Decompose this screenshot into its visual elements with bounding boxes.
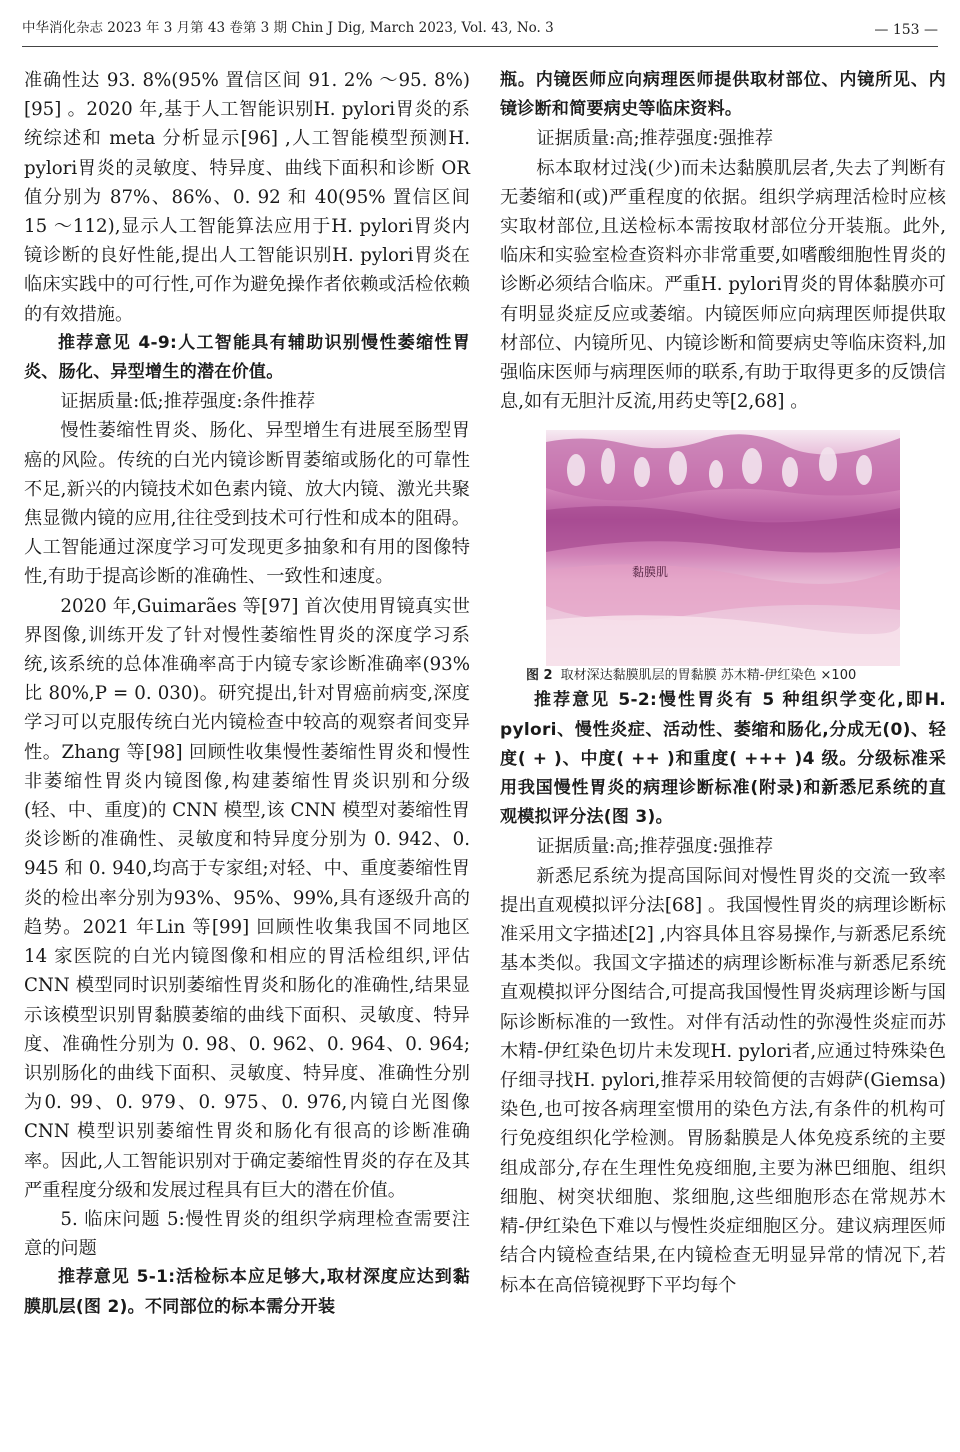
evidence-5-2: 证据质量:高;推荐强度:强推荐 xyxy=(536,836,774,858)
recommendation-5-1-continued: 瓶。内镜医师应向病理医师提供取材部位、内镜所见、内镜诊断和简要病史等临床资料。 xyxy=(500,70,946,120)
mucosa-illustration xyxy=(546,430,900,666)
journal-citation: 中华消化杂志 2023 年 3 月第 43 卷第 3 期 Chin J Dig, March 2023, Vol. 43, No. 3 xyxy=(22,20,554,36)
figure-caption-text: 取材深达黏膜肌层的胃黏膜 苏木精-伊红染色 ×100 xyxy=(560,668,857,684)
paragraph-biopsy-depth: 标本取材过浅(少)而未达黏膜肌层者,失去了判断有无萎缩和(或)严重程度的依据。组织学病理活检时应核实取材部位,且送检标本需按取材部位分开装瓶。此外,临床和实验室检查资料亦非常重要,如嗜酸细胞性胃炎的诊断必须结合临床。严重H. pylori胃炎的胃体黏膜亦可有明显炎症反应或萎缩。内镜医师应向病理医师提供取材部位、内镜所见、内镜诊断和简要病史等临床资料,加强临床医师与病理医师的联系,有助于取得更多的反馈信息,如有无胆汁反流,用药史等[2,68] 。 xyxy=(500,157,946,413)
paragraph-atrophy-risk: 慢性萎缩性胃炎、肠化、异型增生有进展至肠型胃癌的风险。传统的白光内镜诊断胃萎缩或肠化的可靠性不足,新兴的内镜技术如色素内镜、放大内镜、激光共聚焦显微内镜的应用,往往受到技术可行性和成本的阻碍。人工智能通过深度学习可发现更多抽象和有用的图像特性,有助于提高诊断的准确性、一致性和速度。 xyxy=(24,420,470,588)
figure-caption xyxy=(500,666,946,686)
paragraph-ai-hpylori: 准确性达 93. 8%(95% 置信区间 91. 2% ～95. 8%)[95] 。2020 年,基于人工智能识别H. pylori胃炎的系统综述和 meta 分析显示[96] ,人工智能模型预测H. pylori胃炎的灵敏度、特异度、曲线下面积和诊断 OR 值分别为 87%、86%、0. 92 和 40(95% 置信区间 15 ～112),显示人工智能算法应用于H. pylori胃炎内镜诊断的良好性能,提出人工智能识别H. pylori胃炎在临床实践中的可行性,可作为避免操作者依赖或活检依赖的有效措施。 xyxy=(24,70,470,325)
right-column xyxy=(500,66,946,1300)
paragraph-ai-studies: 2020 年,Guimarães 等[97] 首次使用胃镜真实世界图像,训练开发了针对慢性萎缩性胃炎的深度学习系统,该系统的总体准确率高于内镜专家诊断准确率(93% 比 80%,P = 0. 030)。研究提出,针对胃癌前病变,深度学习可以克服传统白光内镜检查中较高的观察者间变异性。Zhang 等[98] 回顾性收集慢性萎缩性胃炎和慢性非萎缩性胃炎内镜图像,构建萎缩性胃炎识别和分级(轻、中、重度)的 CNN 模型,该 CNN 模型对萎缩性胃炎诊断的准确性、灵敏度和特异度分别为 0. 942、0. 945 和 0. 940,均高于专家组;对轻、中、重度萎缩性胃炎的检出率分别为93%、95%、99%,具有逐级升高的趋势。2021 年Lin 等[99] 回顾性收集我国不同地区 14 家医院的白光内镜图像和相应的胃活检组织,评估 CNN 模型同时识别萎缩性胃炎和肠化的准确性,结果显示该模型识别胃黏膜萎缩的曲线下面积、灵敏度、特异度、准确性分别为 0. 98、0. 962、0. 964、0. 964;识别肠化的曲线下面积、灵敏度、特异度、准确性分别为0. 99、0. 979、0. 975、0. 976,内镜白光图像 CNN 模型识别萎缩性胃炎和肠化有很高的诊断准确率。因此,人工智能识别对于确定萎缩性胃炎的存在及其严重程度分级和发展过程具有巨大的潜在价值。 xyxy=(24,595,470,1201)
paragraph-sydney-system: 新悉尼系统为提高国际间对慢性胃炎的交流一致率提出直观模拟评分法[68] 。我国慢性胃炎的病理诊断标准采用文字描述[2] ,内容具体且容易操作,与新悉尼系统基本类似。我国文字描述的病理诊断标准与新悉尼系统直观模拟评分图结合,可提高我国慢性胃炎病理诊断与国际诊断标准的一致性。对伴有活动性的弥漫性炎症而苏木精-伊红染色切片未发现H. pylori者,应通过特殊染色仔细寻找H. pylori,推荐采用较简便的吉姆萨(Giemsa)染色,也可按各病理室惯用的染色方法,有条件的机构可行免疫组织化学检测。胃肠黏膜是人体免疫系统的主要组成部分,存在生理性免疫细胞,主要为淋巴细胞、组织细胞、树突状细胞、浆细胞,这些细胞形态在常规苏木精-伊红染色下难以与慢性炎症细胞区分。建议病理医师结合内镜检查结果,在内镜检查无明显异常的情况下,若标本在高倍镜视野下平均每个 xyxy=(500,865,946,1296)
figure-number: 图 2 xyxy=(526,668,553,684)
muscularis-mucosae-label: 黏膜肌 xyxy=(632,565,669,580)
clinical-question-5: 5. 临床问题 5:慢性胃炎的组织学病理检查需要注意的问题 xyxy=(24,1208,470,1260)
page-number: — 153 — xyxy=(874,22,938,38)
recommendation-5-1: 推荐意见 5-1:活检标本应足够大,取材深度应达到黏膜肌层(图 2)。不同部位的标本需分开装 xyxy=(24,1267,470,1317)
recommendation-4-9: 推荐意见 4-9:人工智能具有辅助识别慢性萎缩性胃炎、肠化、异型增生的潜在价值。 xyxy=(24,332,470,383)
recommendation-5-2: 推荐意见 5-2:慢性胃炎有 5 种组织学变化,即H. pylori、慢性炎症、活动性、萎缩和肠化,分成无(0)、轻度( + )、中度( ++ )和重度( +++ )4 级。分级标准采用我国慢性胃炎的病理诊断标准(附录)和新悉尼系统的直观模拟评分法(图 3)。 xyxy=(500,690,946,828)
running-header xyxy=(22,14,938,44)
evidence-4-9: 证据质量:低;推荐强度:条件推荐 xyxy=(60,391,316,413)
header-rule xyxy=(22,46,938,47)
histology-image xyxy=(546,430,900,666)
left-column xyxy=(24,66,470,1322)
evidence-5-1: 证据质量:高;推荐强度:强推荐 xyxy=(536,128,774,150)
